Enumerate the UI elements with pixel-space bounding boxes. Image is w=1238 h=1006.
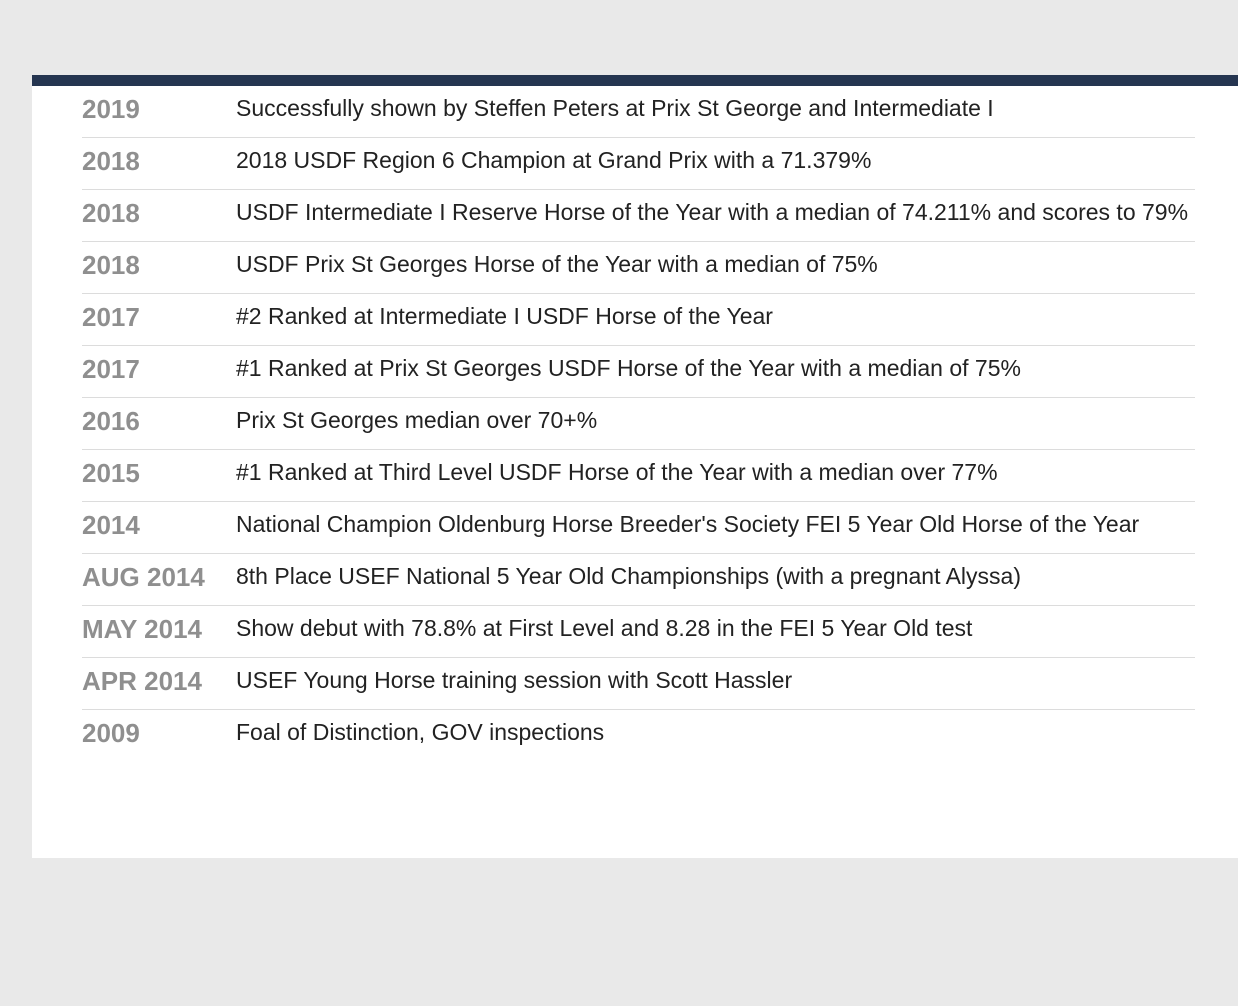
timeline-description: 8th Place USEF National 5 Year Old Championships (with a pregnant Alyssa) [236,563,1021,589]
timeline-description: USEF Young Horse training session with Scott Hassler [236,667,793,693]
achievements-panel [32,75,1238,858]
timeline-row [82,450,1195,502]
timeline-description: 2018 USDF Region 6 Champion at Grand Prix with a 71.379% [236,147,872,173]
timeline-row [82,86,1195,138]
timeline-year: APR 2014 [82,666,202,696]
achievements-timeline [82,86,1195,761]
timeline-year: 2018 [82,198,140,228]
timeline-year: 2009 [82,718,140,748]
timeline-description: Successfully shown by Steffen Peters at Prix St George and Intermediate I [236,95,994,121]
timeline-description: USDF Intermediate I Reserve Horse of the Year with a median of 74.211% and scores to 79% [236,199,1189,225]
timeline-year: 2018 [82,250,140,280]
timeline-year: 2018 [82,146,140,176]
timeline-description: #1 Ranked at Prix St Georges USDF Horse of the Year with a median of 75% [236,355,1021,381]
timeline-year: 2016 [82,406,140,436]
timeline-description: National Champion Oldenburg Horse Breeder's Society FEI 5 Year Old Horse of the Year [236,511,1140,537]
timeline-row [82,658,1195,710]
timeline-description: #2 Ranked at Intermediate I USDF Horse of the Year [236,303,773,329]
timeline-description: Show debut with 78.8% at First Level and 8.28 in the FEI 5 Year Old test [236,615,973,641]
timeline-year: 2017 [82,302,140,332]
timeline-row [82,346,1195,398]
timeline-description: Foal of Distinction, GOV inspections [236,719,605,745]
timeline-row [82,502,1195,554]
timeline-row [82,294,1195,346]
timeline-year: 2015 [82,458,140,488]
timeline-description: Prix St Georges median over 70+% [236,407,598,433]
timeline-year: 2019 [82,94,140,124]
timeline-year: 2017 [82,354,140,384]
timeline-year: AUG 2014 [82,562,205,592]
timeline-row [82,190,1195,242]
timeline-row [82,606,1195,658]
timeline-row [82,398,1195,450]
timeline-year: 2014 [82,510,140,540]
timeline-description: #1 Ranked at Third Level USDF Horse of the Year with a median over 77% [236,459,998,485]
timeline-row [82,242,1195,294]
timeline-row [82,554,1195,606]
timeline-row [82,710,1195,761]
timeline-row [82,138,1195,190]
timeline-year: MAY 2014 [82,614,202,644]
timeline-description: USDF Prix St Georges Horse of the Year with a median of 75% [236,251,878,277]
